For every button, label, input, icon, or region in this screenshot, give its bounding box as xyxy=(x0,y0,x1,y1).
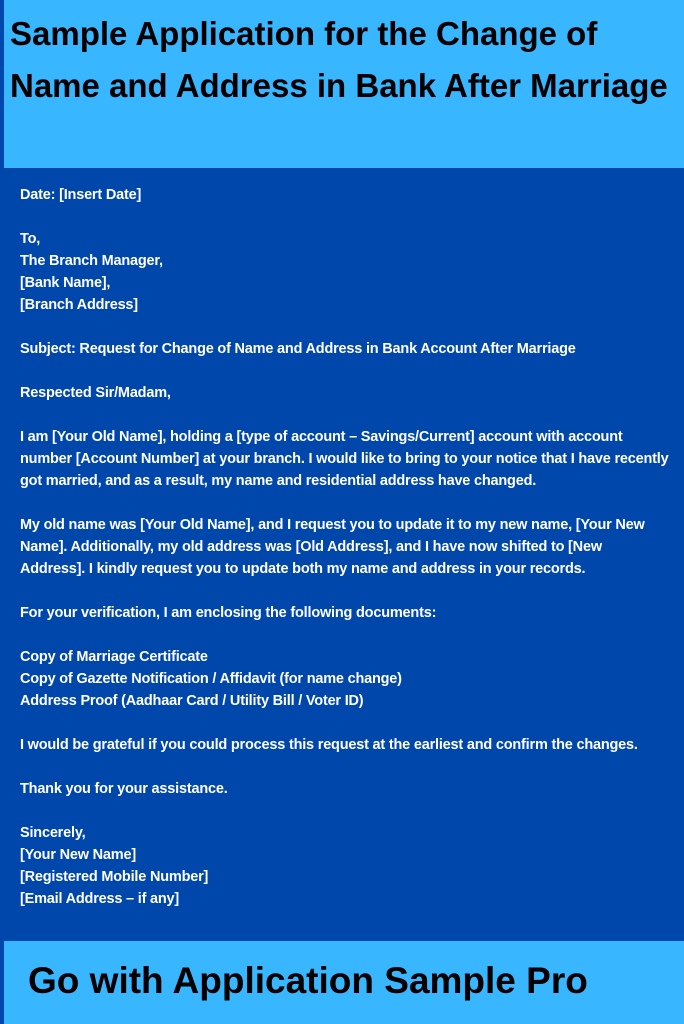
letter-subject: Subject: Request for Change of Name and Address in Bank Account After Marriage xyxy=(20,341,576,357)
letter-to: To, xyxy=(20,231,41,247)
signature-mobile: [Registered Mobile Number] xyxy=(20,869,209,885)
footer-brand-text: Go with Application Sample Pro xyxy=(28,960,588,1001)
letter-paragraph-3: I would be grateful if you could process this request at the earliest and confirm the changes. xyxy=(20,737,638,753)
letter-documents-intro: For your verification, I am enclosing the following documents: xyxy=(20,605,437,621)
document-item: Address Proof (Aadhaar Card / Utility Bill / Voter ID) xyxy=(20,693,364,709)
letter-salutation: Respected Sir/Madam, xyxy=(20,385,171,401)
letter-thanks: Thank you for your assistance. xyxy=(20,781,228,797)
page-title: Sample Application for the Change of Name and Address in Bank After Marriage xyxy=(10,15,668,104)
document-item: Copy of Gazette Notification / Affidavit (for name change) xyxy=(20,671,402,687)
letter-closing: Sincerely, xyxy=(20,825,86,841)
letter-paragraph-1: I am [Your Old Name], holding a [type of account – Savings/Current] account with account number [Account Number] at your branch. I would like to bring to your notice that I have recently got married, and as a result, my name and residential address have changed. xyxy=(20,429,673,489)
document-item: Copy of Marriage Certificate xyxy=(20,649,208,665)
signature-email: [Email Address – if any] xyxy=(20,891,180,907)
footer-banner xyxy=(0,941,684,1024)
letter-recipient: The Branch Manager, xyxy=(20,253,163,269)
letter-branch-address: [Branch Address] xyxy=(20,297,138,313)
letter-body xyxy=(20,184,673,910)
signature-new-name: [Your New Name] xyxy=(20,847,136,863)
letter-date: Date: [Insert Date] xyxy=(20,187,142,203)
header-banner xyxy=(0,0,684,168)
letter-bank-name: [Bank Name], xyxy=(20,275,111,291)
letter-paragraph-2: My old name was [Your Old Name], and I request you to update it to my new name, [Your New Name]. Additionally, my old address was [Old Address], and I have now shifted to [New Address]. I kindly request you to update both my name and address in your records. xyxy=(20,517,649,577)
